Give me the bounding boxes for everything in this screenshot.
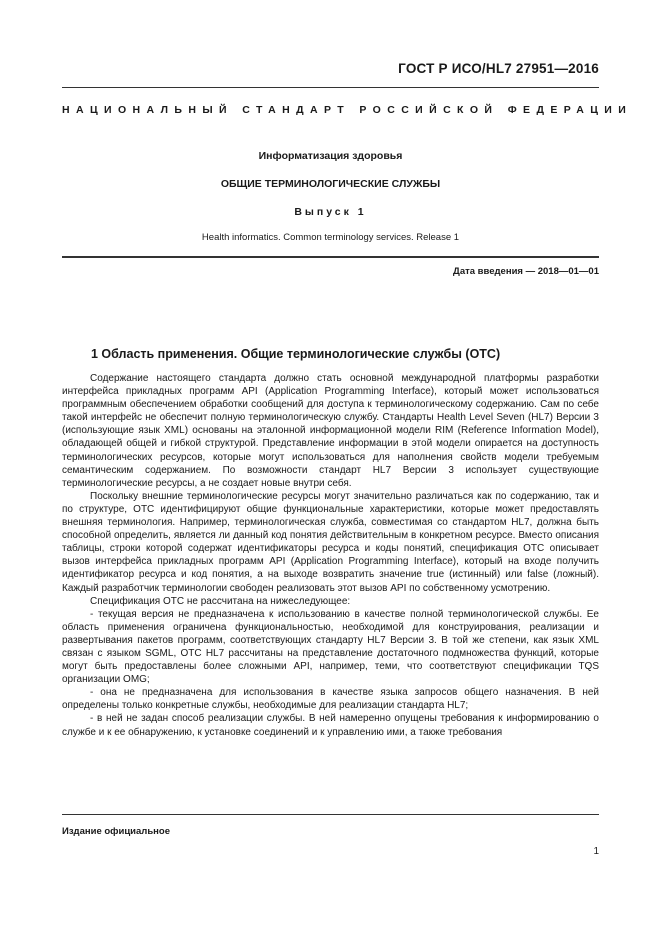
introduction-date: Дата введения — 2018—01—01 (453, 266, 599, 277)
issue-label: Выпуск 1 (294, 206, 367, 218)
edition-label: Издание официальное (62, 826, 170, 837)
section-heading: 1 Область применения. Общие терминологические службы (ОТС) (91, 347, 501, 361)
english-title: Health informatics. Common terminology services. Release 1 (201, 232, 460, 243)
footer-divider (62, 814, 599, 815)
section-body (62, 372, 599, 739)
list-item: - в ней не задан способ реализации службы. В ней намеренно опущены требования к информированию о службе и к ее обнаружению, к установке соединений и к управлению ими, а также требования (62, 713, 599, 738)
document-title: ОБЩИЕ ТЕРМИНОЛОГИЧЕСКИЕ СЛУЖБЫ (220, 178, 441, 190)
list-item: - она не предназначена для использования в качестве языка запросов общего назначения. В ней определены только конкретные службы, необходимые для реализации стандарта HL7; (62, 687, 599, 712)
national-standard-label: НАЦИОНАЛЬНЫЙ СТАНДАРТ РОССИЙСКОЙ ФЕДЕРАЦИИ (62, 104, 633, 116)
list-item: - текущая версия не предназначена к использованию в качестве полной терминологической службы. Ее область применения ограничена функциональностью, необходимой для конструирования, реализации и развертывания пакетов программ, соответствующих стандарту HL7 Версии 3. В той же степени, как язык XML связан с языком SGML, ОТС HL7 рассчитаны на представление достаточного подмножества функций, которые могут быть предоставлены более сложными API, например, теми, что соответствуют спецификации TQS организации OMG; (62, 608, 599, 686)
page-number: 1 (593, 846, 599, 857)
paragraph: Содержание настоящего стандарта должно стать основной международной платформы разработки интерфейса прикладных программ API (Application Programming Interface), который может использоваться программным обеспечением обработки сообщений для доступа к терминологическому содержанию. Сам по себе такой интерфейс не обеспечит полную терминологическую службу. Стандарты Health Level Seven (HL7) Версии 3 (использующие язык XML) основаны на эталонной информационной модели RIM (Reference Information Model), обладающей общей и гибкой структурой. Представление информации в этой модели опирается на доступность терминологических ресурсов, которые могут использоваться для наполнения свойств модели требуемым семантическим содержанием. По возможности стандарт HL7 Версии 3 использует существующие терминологические ресурсы, а не создает новые внутри себя. (62, 373, 599, 489)
header-divider (62, 87, 599, 88)
title-divider (62, 256, 599, 258)
paragraph: Спецификация ОТС не рассчитана на нижеследующее: (90, 595, 351, 607)
standard-number: ГОСТ Р ИСО/HL7 27951—2016 (398, 61, 599, 76)
document-subject: Информатизация здоровья (258, 150, 403, 162)
paragraph: Поскольку внешние терминологические ресурсы могут значительно различаться как по содержанию, так и по структуре, ОТС идентифицируют общие функциональные характеристики, которые может предоставлять внешняя терминология. Например, терминологическая служба, совместимая со стандартом HL7, должна быть способной определить, является ли данный код понятия действительным в конкретном ресурсе. Вместо описания таблицы, строки которой содержат идентификаторы ресурса и коды понятий, спецификация ОТС описывает вызов интерфейса прикладных программ API (Application Programming Interface), который на входе получить идентификатор ресурса и код понятия, а на выходе возвратить значение true (истинный) или false (ложный). Каждый разработчик терминологии свободен реализовать этот вызов API по собственному усмотрению. (62, 490, 599, 594)
